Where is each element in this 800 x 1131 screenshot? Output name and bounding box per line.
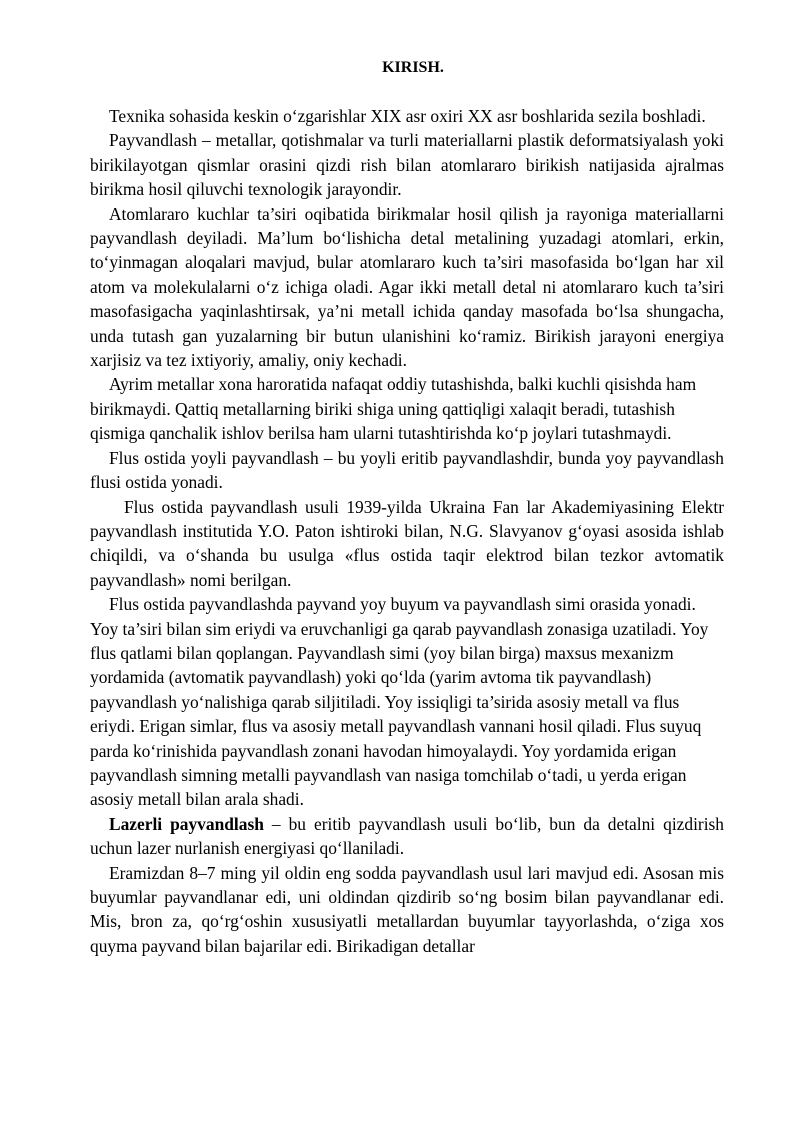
paragraph-6: Flus ostida payvandlash usuli 1939-yilda Ukraina Fan lar Akademiyasining Elektr payvandlash institutida Y.O. Paton ishtiroki bilan, N.G. Slavyanov g‘oyasi asosida ishlab chiqildi, va o‘shanda bu usulga «flus ostida taqir elektrod bilan tezkor avtomatik payvandlash» nomi berilgan. <box>90 496 724 590</box>
document-page <box>90 56 724 958</box>
page-title: KIRISH. <box>382 59 444 76</box>
paragraph-7: Flus ostida payvandlashda payvand yoy buyum va payvandlash simi orasida yonadi. Yoy ta’siri bilan sim eriydi va eruvchanligi ga qarab payvandlash zonasiga uzatiladi. Yoy flus qatlami bilan qoplangan. Payvandlash simi (yoy bilan birga) maxsus mexanizm yordamida (avtomatik payvandlash) yoki qo‘lda (yarim avtoma tik payvandlash) payvandlash yo‘nalishiga qarab siljitiladi. Yoy issiqligi ta’sirida asosiy metall va flus eriydi. Erigan simlar, flus va asosiy metall payvandlash vannani hosil qiladi. Flus suyuq parda ko‘rinishida payvandlash zonani havodan himoyalaydi. Yoy yordamida erigan payvandlash simning metalli payvandlash van nasiga tomchilab o‘tadi, u yerda erigan asosiy metall bilan arala shadi. <box>90 594 709 810</box>
paragraph-1: Texnika sohasida keskin o‘zgarishlar XIX asr oxiri XX asr boshlarida sezila boshladi. <box>109 106 706 126</box>
paragraph-9: Eramizdan 8–7 ming yil oldin eng sodda payvandlash usul lari mavjud edi. Asosan mis buyumlar payvandlanar edi, uni oldindan qizdirib so‘ng bosim bilan payvandlanar edi. Mis, bron za, qo‘rg‘oshin xususiyatli metallardan buyumlar tayyorlashda, o‘ziga xos quyma payvand bilan bajarilar edi. Birikadigan detallar <box>90 862 724 956</box>
paragraph-2: Payvandlash – metallar, qotishmalar va turli materiallarni plastik deformatsiyalash yoki birikilayotgan qismlar orasini qizdi rish bilan atomlararo birikish natijasida ajralmas birikma hosil qiluvchi texnologik jarayondir. <box>90 130 724 200</box>
paragraph-5: Flus ostida yoyli payvandlash – bu yoyli eritib payvandlashdir, bunda yoy payvandlash flusi ostida yonadi. <box>90 447 724 493</box>
paragraph-4: Ayrim metallar xona haroratida nafaqat oddiy tutashishda, balki kuchli qisishda ham birikmaydi. Qattiq metallarning biriki shiga uning qattiqligi xalaqit beradi, tutashish qismiga qanchalik ishlov berilsa ham ularni tutashtirishda ko‘p joylari tutashmaydi. <box>90 374 697 444</box>
paragraph-8-text: – bu eritib payvandlash usuli bo‘lib, bun da detalni qizdirish uchun lazer nurlanish energiyasi qo‘llaniladi. <box>90 813 724 859</box>
paragraph-3: Atomlararo kuchlar ta’siri oqibatida birikmalar hosil qilish ja rayoniga materiallarni payvandlash deyiladi. Ma’lum bo‘lishicha detal metalining yuzadagi atomlari, erkin, to‘yinmagan aloqalari mavjud, bular atomlararo kuch ta’siri masofasida bo‘lgan har xil atom va molekulalarni o‘z ichiga oladi. Agar ikki metall detal ni atomlararo kuch ta’siri masofasigacha yaqinlashtirsak, ya’ni metall ichida qanday masofada bo‘lsa shungacha, unda tutash gan yuzalarning bir butun ulanishini ko‘ramiz. Birikish jarayoni energiya xarjisiz va tez ixtiyoriy, amaliy, oniy kechadi. <box>90 203 724 371</box>
bold-term: Lazerli payvandlash <box>109 813 264 834</box>
paragraph-8 <box>90 812 724 861</box>
